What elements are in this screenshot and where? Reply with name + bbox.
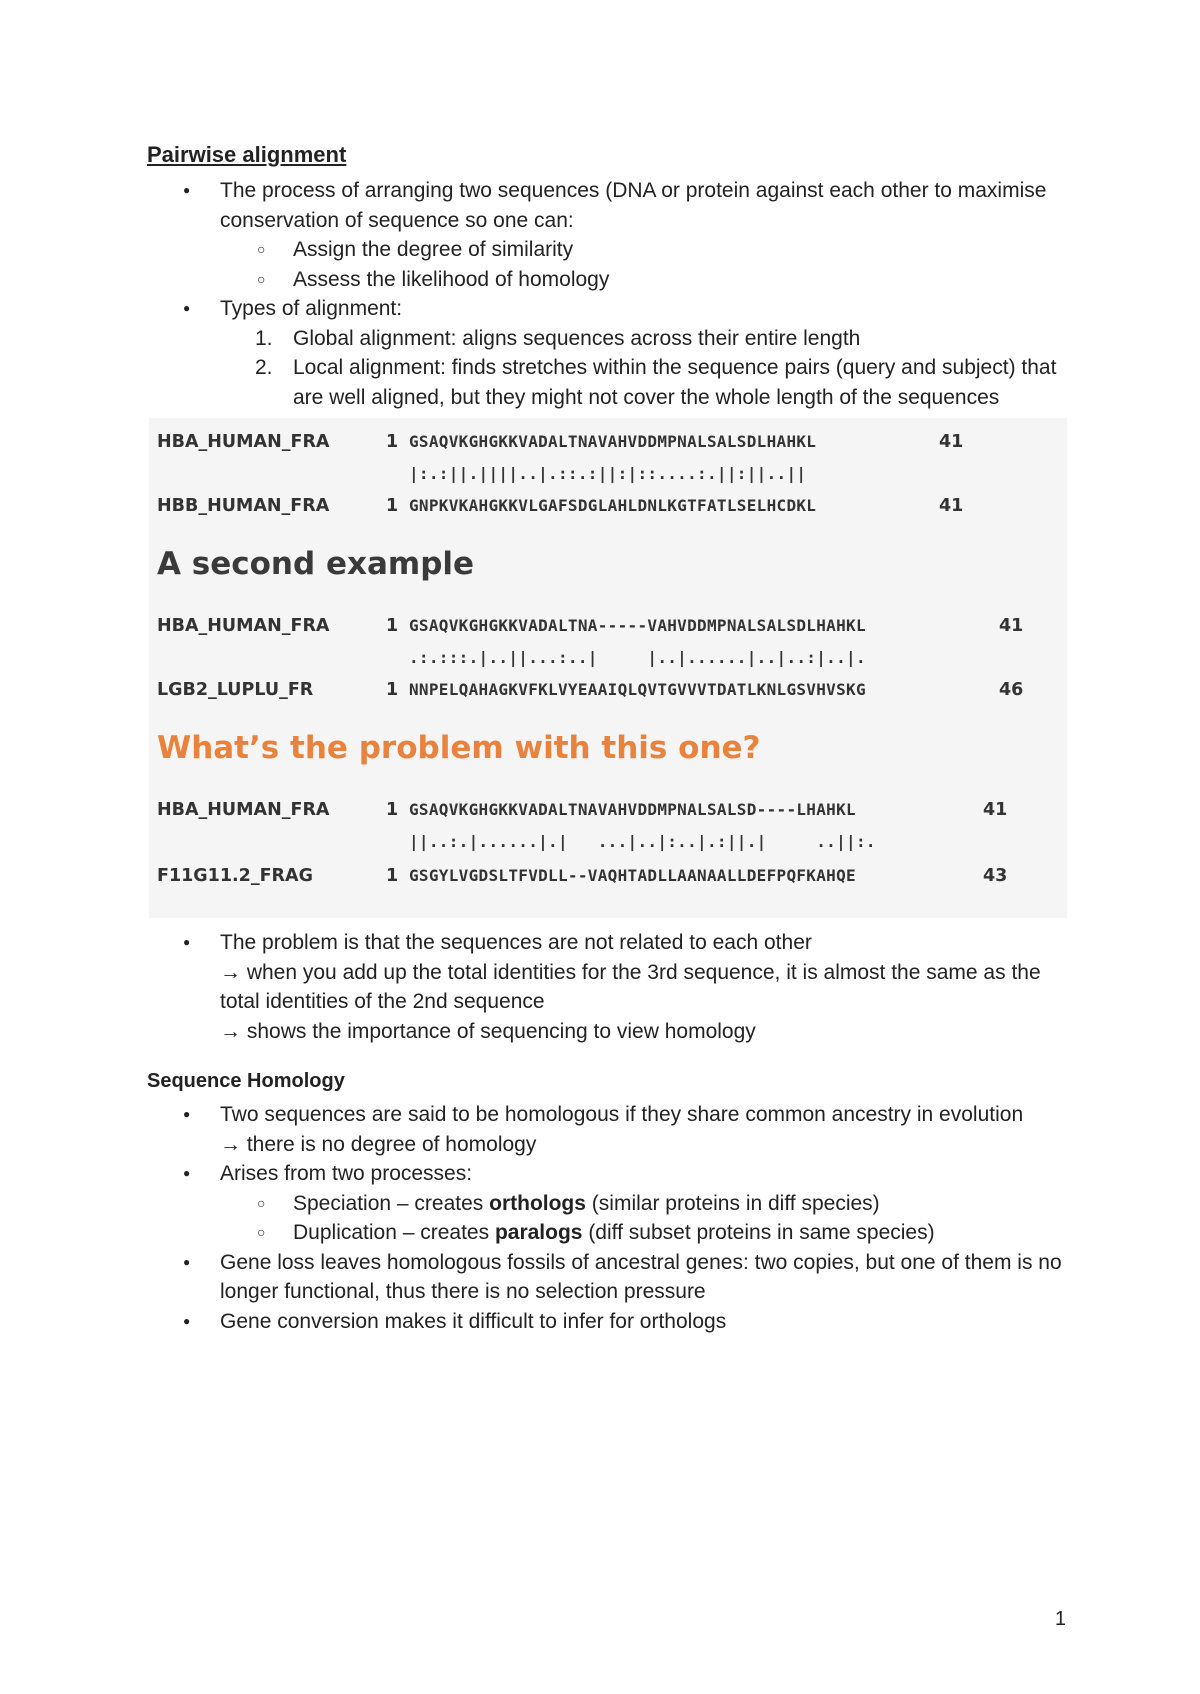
sub-bullet-speciation: ○ Speciation – creates orthologs (similar proteins in diff species) bbox=[147, 1189, 1067, 1219]
problem-line: ● The problem is that the sequences are not related to each other bbox=[220, 931, 812, 954]
alignment-figure bbox=[149, 418, 1067, 918]
numbered-item-global: 1. Global alignment: aligns sequences across their entire length bbox=[255, 326, 861, 350]
pairwise-list bbox=[147, 176, 1067, 412]
seq-name: F11G11.2_FRAG bbox=[157, 866, 313, 886]
homology-arrow-line: → there is no degree of homology bbox=[220, 1132, 537, 1156]
seq-end: 41 bbox=[939, 496, 964, 516]
document-page bbox=[147, 140, 1067, 1336]
seq-end: 41 bbox=[999, 616, 1024, 636]
seq-residues: GNPKVKAHGKKVLGAFSDGLAHLDNLKGTFATLSELHCDKL bbox=[409, 496, 817, 515]
keyword-paralogs: paralogs bbox=[494, 1221, 583, 1244]
page-number: 1 bbox=[1054, 1608, 1066, 1630]
sub-bullet-homology: ○ Assess the likelihood of homology bbox=[147, 265, 1067, 295]
problem-list bbox=[147, 928, 1067, 1046]
seq-start: 1 bbox=[386, 432, 399, 452]
match-line: .:.:::.|..||...:..| |..|......|..|..:|..|. bbox=[409, 648, 866, 667]
seq-end: 41 bbox=[939, 432, 964, 452]
seq-residues: GSAQVKGHGKKVADALTNAVAHVDDMPNALSALSDLHAHKL bbox=[409, 432, 817, 451]
seq-start: 1 bbox=[386, 866, 399, 886]
sub-bullet-similarity: ○ Assign the degree of similarity bbox=[147, 235, 1067, 265]
problem-arrow-line: → shows the importance of sequencing to view homology bbox=[220, 1019, 756, 1043]
sub-bullet-duplication: ○ Duplication – creates paralogs (diff subset proteins in same species) bbox=[147, 1218, 1067, 1248]
seq-name: HBA_HUMAN_FRA bbox=[157, 432, 330, 452]
seq-start: 1 bbox=[386, 616, 399, 636]
seq-start: 1 bbox=[386, 800, 399, 820]
seq-residues: GSAQVKGHGKKVADALTNA-----VAHVDDMPNALSALSDLHAHKL bbox=[409, 616, 866, 635]
seq-start: 1 bbox=[386, 496, 399, 516]
match-line: |:.:||.||||..|.::.:||:|::....:.||:||..|| bbox=[409, 464, 807, 483]
seq-end: 41 bbox=[983, 800, 1008, 820]
section-heading-homology: Sequence Homology bbox=[147, 1070, 345, 1092]
seq-residues: NNPELQAHAGKVFKLVYEAAIQLQVTGVVVTDATLKNLGSVHVSKG bbox=[409, 680, 866, 699]
bullet-homologous: ● Two sequences are said to be homologous if they share common ancestry in evolution → there is no degree of homology bbox=[147, 1100, 1067, 1159]
seq-name: HBB_HUMAN_FRA bbox=[157, 496, 330, 516]
seq-residues: GSAQVKGHGKKVADALTNAVAHVDDMPNALSALSD----LHAHKL bbox=[409, 800, 856, 819]
seq-residues: GSGYLVGDSLTFVDLL--VAQHTADLLAANAALLDEFPQFKAHQE bbox=[409, 866, 856, 885]
keyword-orthologs: orthologs bbox=[489, 1191, 586, 1215]
bullet-gene-loss: ● Gene loss leaves homologous fossils of ancestral genes: two copies, but one of them is no longer functional, thus there is no selection pressure bbox=[147, 1248, 1067, 1307]
seq-name: HBA_HUMAN_FRA bbox=[157, 616, 330, 636]
section-heading-pairwise: Pairwise alignment bbox=[147, 142, 347, 167]
figure-title-problem: What’s the problem with this one? bbox=[157, 730, 761, 766]
bullet-types: ● Types of alignment: bbox=[147, 294, 1067, 324]
seq-start: 1 bbox=[386, 680, 399, 700]
bullet-process: ● The process of arranging two sequences (DNA or protein against each other to maximise conservation of sequence so one can: bbox=[147, 176, 1067, 235]
figure-title-second-example: A second example bbox=[157, 546, 475, 582]
bullet-gene-conversion: ● Gene conversion makes it difficult to infer for orthologs bbox=[147, 1307, 1067, 1337]
seq-name: LGB2_LUPLU_FR bbox=[157, 680, 314, 700]
numbered-item-local: 2. Local alignment: finds stretches within the sequence pairs (query and subject) that are well aligned, but they might not cover the whole length of the sequences bbox=[255, 356, 1057, 409]
bullet-arises: ● Arises from two processes: bbox=[147, 1159, 1067, 1189]
problem-arrow-line: → when you add up the total identities for the 3rd sequence, it is almost the same as the total identities of the 2nd sequence bbox=[220, 960, 1041, 1013]
seq-name: HBA_HUMAN_FRA bbox=[157, 800, 330, 820]
match-line: ||..:.|......|.| ...|..|:..|.:||.| ..||:. bbox=[409, 832, 876, 851]
seq-end: 43 bbox=[983, 866, 1008, 886]
bullet-problem bbox=[147, 928, 1067, 1046]
homology-list bbox=[147, 1100, 1067, 1336]
seq-end: 46 bbox=[999, 680, 1024, 700]
